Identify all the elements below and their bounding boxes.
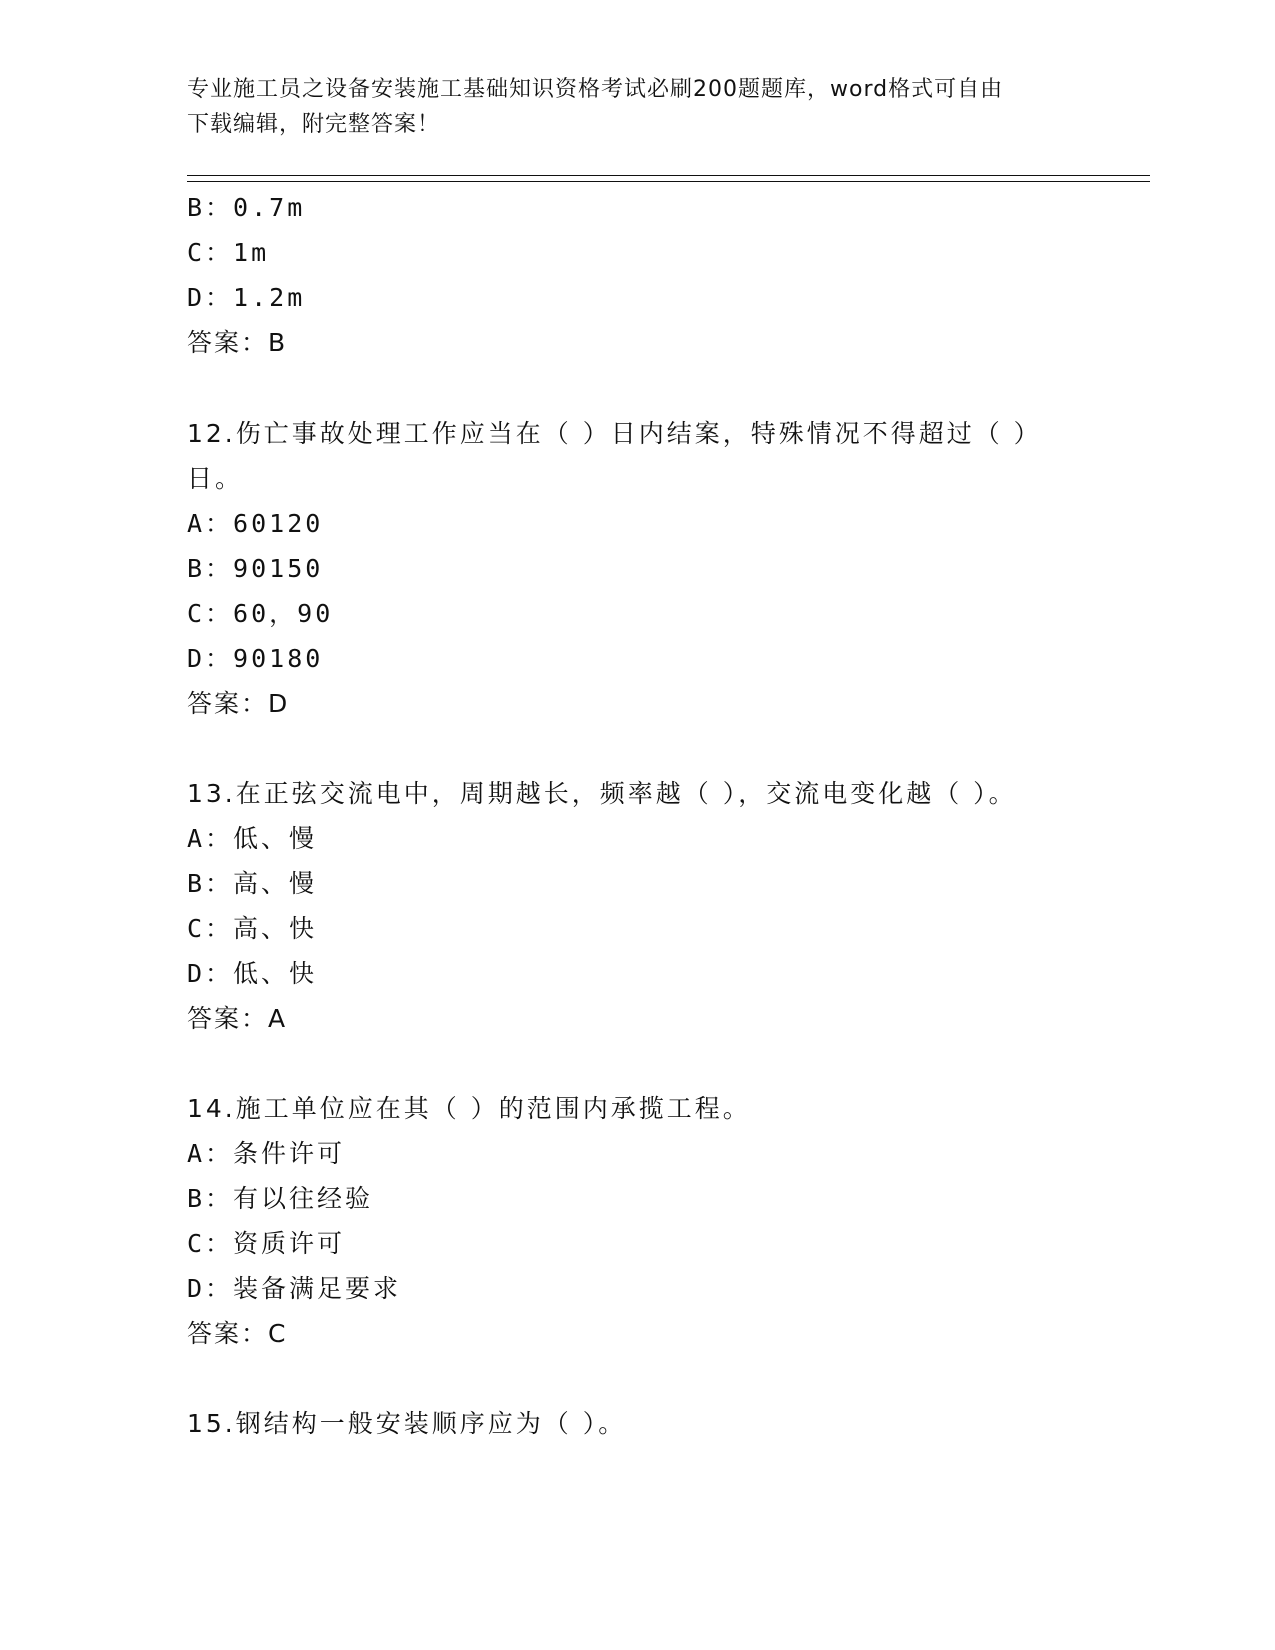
q13-option-b: B：高、慢	[187, 869, 318, 898]
header-rule-top	[187, 175, 1150, 176]
header-line-1: 专业施工员之设备安装施工基础知识资格考试必刷200题题库，word格式可自由	[187, 77, 1004, 102]
q11-option-c: C：1m	[187, 238, 270, 267]
q13-option-c: C：高、快	[187, 914, 318, 943]
q12-option-c: C：60，90	[187, 599, 334, 628]
q12-stem-line-2: 日。	[187, 464, 244, 493]
q13-option-d: D：低、快	[187, 959, 318, 988]
q15-stem: 15.钢结构一般安装顺序应为（ ）。	[187, 1409, 627, 1438]
q14-option-b: B：有以往经验	[187, 1184, 374, 1213]
q12-answer: 答案：D	[187, 689, 290, 718]
header-rule-bottom	[187, 181, 1150, 182]
q11-option-d: D：1.2m	[187, 283, 306, 312]
q14-option-c: C：资质许可	[187, 1229, 346, 1258]
q14-option-a: A：条件许可	[187, 1139, 346, 1168]
q13-stem: 13.在正弦交流电中，周期越长，频率越（ ），交流电变化越（ ）。	[187, 779, 1017, 808]
q14-answer: 答案：C	[187, 1319, 288, 1348]
q14-option-d: D：装备满足要求	[187, 1274, 402, 1303]
q12-option-a: A：60120	[187, 509, 324, 538]
q13-option-a: A：低、慢	[187, 824, 318, 853]
q11-option-b: B：0.7m	[187, 193, 306, 222]
q12-stem-line-1: 12.伤亡事故处理工作应当在（ ）日内结案，特殊情况不得超过（ ）	[187, 419, 1042, 448]
q13-answer: 答案：A	[187, 1004, 288, 1033]
q11-answer: 答案：B	[187, 328, 288, 357]
q14-stem: 14.施工单位应在其（ ）的范围内承揽工程。	[187, 1094, 751, 1123]
q12-option-d: D：90180	[187, 644, 324, 673]
q12-option-b: B：90150	[187, 554, 324, 583]
header-line-2: 下载编辑，附完整答案！	[187, 112, 441, 137]
document-header	[187, 72, 1067, 142]
